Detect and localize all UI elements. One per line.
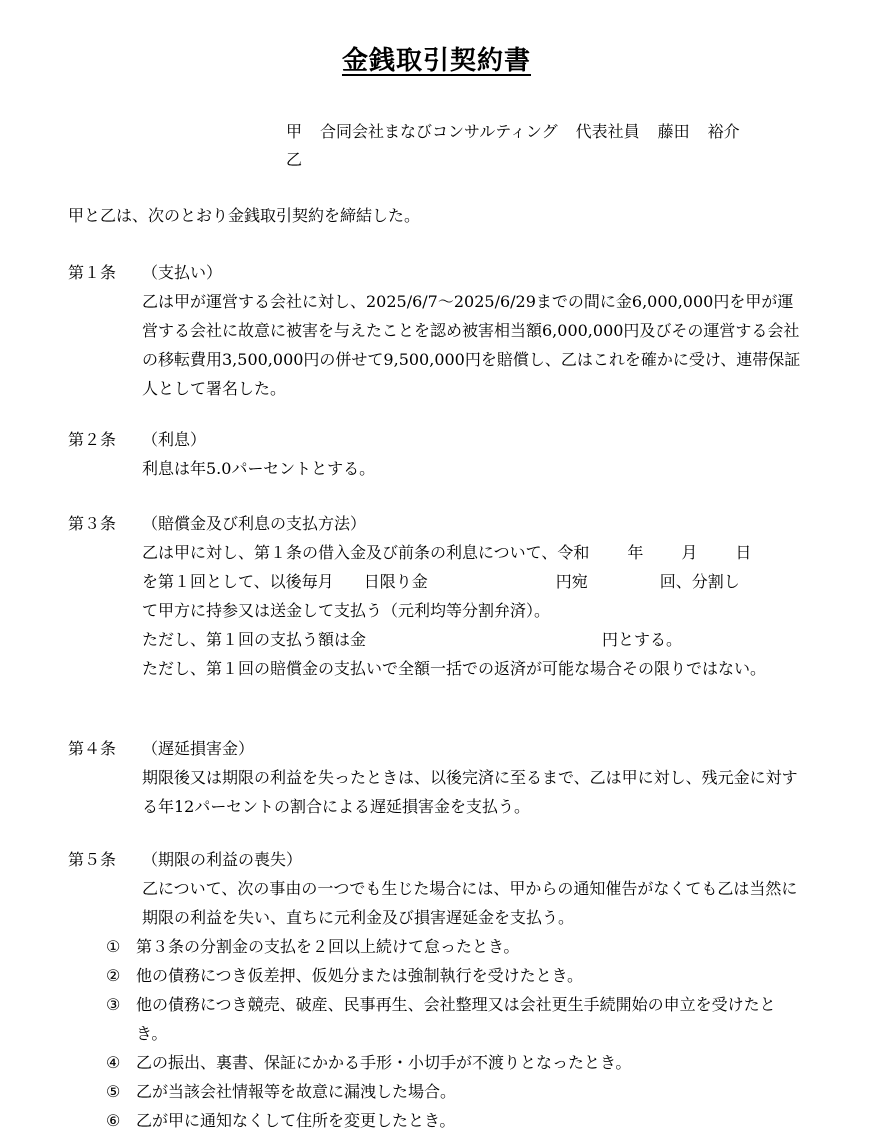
article-4-head xyxy=(68,734,808,763)
party-role-kou: 甲 xyxy=(286,122,303,141)
article-5 xyxy=(68,845,808,1135)
article-4-number: 第４条 xyxy=(68,739,117,758)
article-1-body: 乙は甲が運営する会社に対し、2025/6/7〜2025/6/29までの間に金6,000,000円を甲が運営する会社に故意に被害を与えたことを認め被害相当額6,000,000円及びその運営する会社の移転費用3,500,000円の併せて9,500,000円を賠償し、乙はこれを確かに受け、連帯保証人として署名した。 xyxy=(142,292,801,398)
party-rep-given: 裕介 xyxy=(707,122,740,141)
article-3-month: 月 xyxy=(681,543,698,562)
article-4-body: 期限後又は期限の利益を失ったときは、以後完済に至るまで、乙は甲に対し、残元金に対する年12パーセントの割合による遅延損害金を支払う。 xyxy=(142,768,798,816)
article-3-line-3: て甲方に持参又は送金して支払う（元利均等分割弁済）。 xyxy=(142,601,551,620)
article-3-year: 年 xyxy=(627,543,644,562)
article-3-l1a: 乙は甲に対し、第１条の借入金及び前条の利息について、令和 xyxy=(142,543,590,562)
list-marker: ① xyxy=(106,937,121,956)
party-rep-title: 代表社員 xyxy=(575,122,640,141)
article-5-list xyxy=(106,932,806,1135)
party-kou xyxy=(286,118,740,146)
article-1-heading: （支払い） xyxy=(142,263,223,282)
article-3-p2a: ただし、第１回の支払う額は金 xyxy=(142,630,367,649)
article-4-heading: （遅延損害金） xyxy=(142,739,255,758)
list-text: 他の債務につき仮差押、仮処分または強制執行を受けたとき。 xyxy=(136,966,584,985)
list-text: 乙の振出、裏書、保証にかかる手形・小切手が不渡りとなったとき。 xyxy=(136,1053,632,1072)
article-2-head xyxy=(68,425,808,454)
list-item xyxy=(106,1077,806,1106)
article-3-yen: 円宛 xyxy=(555,572,588,591)
article-3-line-1 xyxy=(142,538,802,567)
article-3-heading: （賠償金及び利息の支払方法） xyxy=(142,514,367,533)
list-item xyxy=(106,1048,806,1077)
party-company: 合同会社まなびコンサルティング xyxy=(320,122,558,141)
article-1-head xyxy=(68,258,808,287)
article-3-body xyxy=(142,538,802,683)
article-4 xyxy=(68,734,808,821)
article-3-day: 日 xyxy=(735,543,752,562)
party-role-otsu: 乙 xyxy=(286,150,303,169)
article-5-body: 乙について、次の事由の一つでも生じた場合には、甲からの通知催告がなくても乙は当然に期限の利益を失い、直ちに元利金及び損害遅延金を支払う。 xyxy=(142,879,798,927)
list-marker: ④ xyxy=(106,1053,121,1072)
list-marker: ③ xyxy=(106,995,121,1014)
intro-text: 甲と乙は、次のとおり金銭取引契約を締結した。 xyxy=(68,206,421,225)
list-text: 乙が甲に通知なくして住所を変更したとき。 xyxy=(136,1111,456,1130)
article-3-limit: 日限り金 xyxy=(363,572,428,591)
article-5-number: 第５条 xyxy=(68,850,117,869)
article-3-proviso-2: ただし、第１回の賠償金の支払いで全額一括での返済が可能な場合その限りではない。 xyxy=(142,659,767,678)
list-text: 他の債務につき競売、破産、民事再生、会社整理又は会社更生手続開始の申立を受けたとき。 xyxy=(136,995,776,1043)
article-3-head xyxy=(68,509,808,538)
article-2 xyxy=(68,425,808,483)
list-text: 乙が当該会社情報等を故意に漏洩した場合。 xyxy=(136,1082,457,1101)
list-marker: ⑥ xyxy=(106,1111,121,1130)
list-text: 第３条の分割金の支払を２回以上続けて怠ったとき。 xyxy=(136,937,520,956)
list-marker: ② xyxy=(106,966,121,985)
party-rep-surname: 藤田 xyxy=(657,122,690,141)
article-3-proviso-1 xyxy=(142,625,802,654)
list-item xyxy=(106,961,806,990)
article-3-l2a: を第１回として、以後毎月 xyxy=(142,572,334,591)
list-item xyxy=(106,1106,806,1135)
article-3-number: 第３条 xyxy=(68,514,117,533)
article-5-heading: （期限の利益の喪失） xyxy=(142,850,303,869)
list-item xyxy=(106,932,806,961)
list-marker: ⑤ xyxy=(106,1082,121,1101)
article-3-line-2 xyxy=(142,567,802,596)
article-2-number: 第２条 xyxy=(68,430,117,449)
document-title: 金銭取引契約書 xyxy=(341,46,531,76)
article-3 xyxy=(68,509,808,683)
list-item xyxy=(106,990,806,1048)
article-3-kai: 回、分割し xyxy=(659,572,740,591)
article-1 xyxy=(68,258,808,403)
parties-block xyxy=(286,118,740,174)
article-2-body: 利息は年5.0パーセントとする。 xyxy=(142,459,376,478)
article-2-heading: （利息） xyxy=(142,430,207,449)
party-otsu xyxy=(286,146,740,174)
article-5-head xyxy=(68,845,808,874)
article-3-p2b: 円とする。 xyxy=(602,630,683,649)
article-1-number: 第１条 xyxy=(68,263,117,282)
